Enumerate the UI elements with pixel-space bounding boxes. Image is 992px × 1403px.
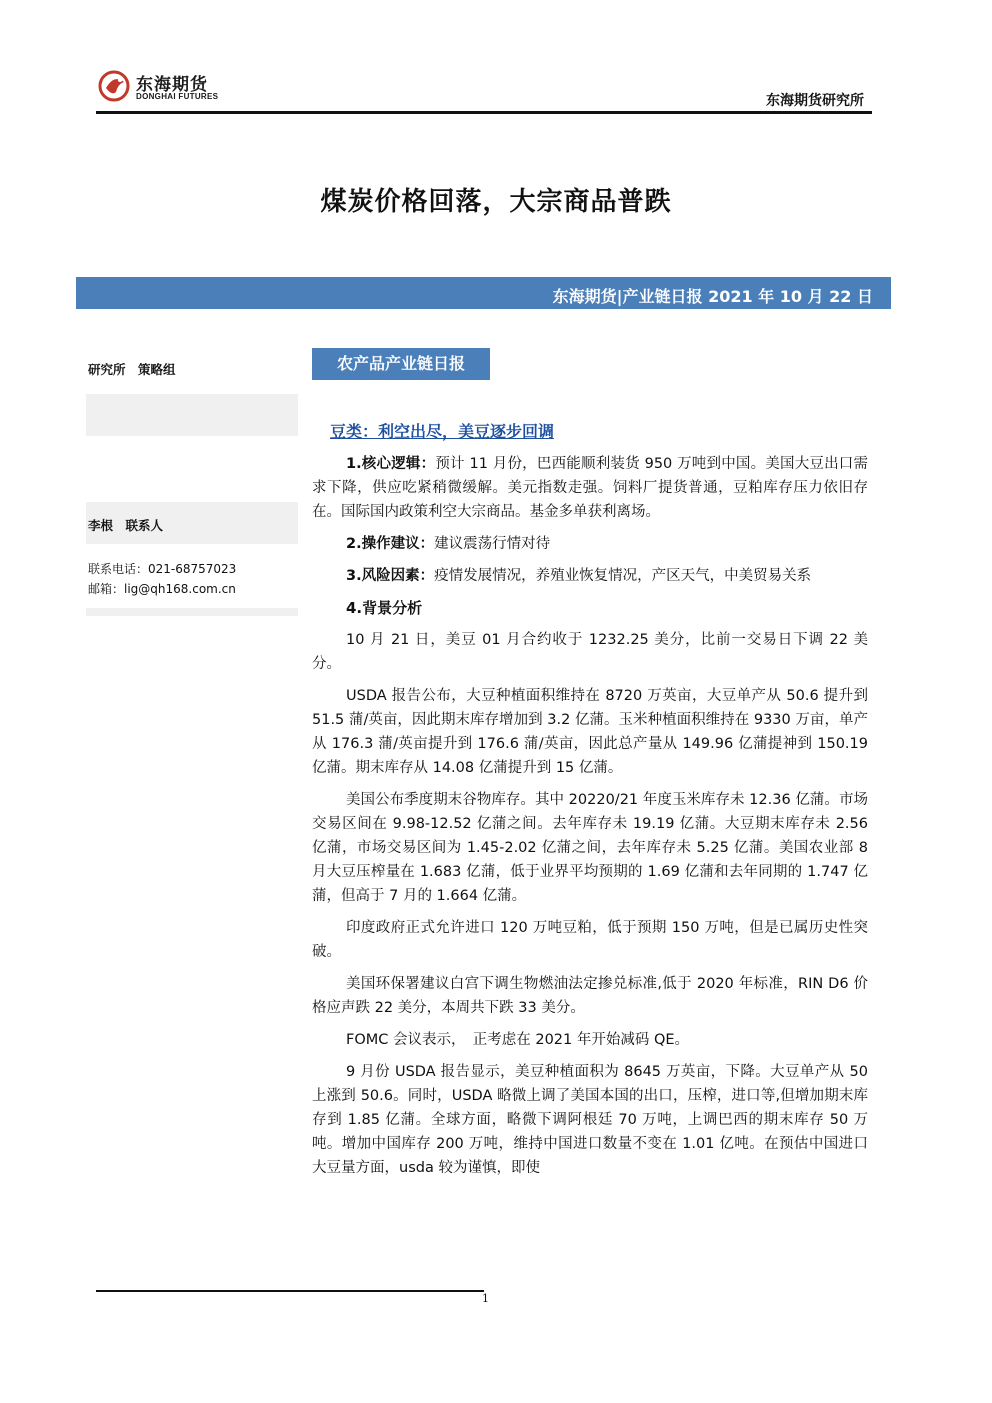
- background-paragraph: 10 月 21 日，美豆 01 月合约收于 1232.25 美分，比前一交易日下调 22 美分。: [312, 632, 868, 672]
- background-paragraph: 美国环保署建议白宫下调生物燃油法定掺兑标准,低于 2020 年标准，RIN D6 价格应声跌 22 美分，本周共下跌 33 美分。: [312, 976, 868, 1016]
- core-logic-label: 1.核心逻辑：: [346, 456, 436, 472]
- section-tag: 农产品产业链日报: [312, 348, 490, 380]
- report-banner: [76, 277, 891, 309]
- advice-text: 建议震荡行情对待: [434, 536, 551, 552]
- header-divider: [96, 111, 872, 114]
- risk-text: 疫情发展情况，养殖业恢复情况，产区天气，中美贸易关系: [434, 568, 812, 584]
- background-paragraph: 9 月份 USDA 报告显示，美豆种植面积为 8645 万英亩，下降。大豆单产从 50 上涨到 50.6。同时，USDA 略微上调了美国本国的出口，压榨，进口等,但增加期末库存到 1.85 亿蒲。全球方面，略微下调阿根廷 70 万吨，上调巴西的期末库存 50 万吨。增加中国库存 200 万吨，维持中国进口数量不变在 1.01 亿吨。在预估中国进口大豆量方面，usda 较为谨慎，即使: [312, 1064, 868, 1176]
- contact-email: 邮箱：lig@qh168.com.cn: [88, 582, 236, 596]
- sidebar-divider: [86, 608, 298, 616]
- document-title: 煤炭价格回落，大宗商品普跌: [320, 187, 672, 217]
- logo-english-text: DONGHAI FUTURES: [136, 92, 219, 101]
- research-institute-name: 东海期货研究所: [766, 93, 864, 109]
- report-date-label: 东海期货|产业链日报 2021 年 10 月 22 日: [552, 287, 873, 306]
- core-logic-text: 预计 11 月份，巴西能顺利装货 950 万吨到中国。美国大豆出口需求下降，供应吃紧稍微缓解。美元指数走强。饲料厂提货普通，豆粕库存压力依旧存在。国际国内政策利空大宗商品。基金多单获利离场。: [312, 456, 868, 520]
- core-logic-paragraph: [312, 452, 868, 524]
- team-label: 研究所 策略组: [88, 362, 176, 377]
- page-number: 1: [482, 1292, 489, 1305]
- risk-label: 3.风险因素：: [346, 568, 435, 584]
- background-paragraph: 美国公布季度期末谷物库存。其中 20220/21 年度玉米库存未 12.36 亿蒲。市场交易区间在 9.98-12.52 亿蒲之间。去年库存未 19.19 亿蒲。大豆期末库存未 2.56 亿蒲，市场交易区间为 1.45-2.02 亿蒲之间，去年库存未 5.25 亿蒲。美国农业部 8 月大豆压榨量在 1.683 亿蒲，低于业界平均预期的 1.69 亿蒲和去年同期的 1.747 亿蒲，但高于 7 月的 1.664 亿蒲。: [312, 792, 868, 904]
- advice-label: 2.操作建议：: [346, 536, 435, 552]
- contact-phone: 联系电话：021-68757023: [88, 562, 237, 576]
- background-paragraph: 印度政府正式允许进口 120 万吨豆粕，低于预期 150 万吨，但是已属历史性突破。: [312, 920, 868, 960]
- article-body: [312, 420, 868, 1188]
- background-paragraph: FOMC 会议表示， 正考虑在 2021 年开始减码 QE。: [346, 1032, 690, 1048]
- footer-divider: [96, 1290, 484, 1292]
- risk-paragraph: [312, 564, 868, 588]
- logo-chinese-text: 东海期货: [136, 75, 208, 95]
- sidebar-shaded-block: [86, 394, 298, 436]
- dragon-logo-icon: [96, 66, 136, 106]
- background-heading: 4.背景分析: [346, 599, 423, 617]
- advice-paragraph: [312, 532, 868, 556]
- background-paragraph: USDA 报告公布，大豆种植面积维持在 8720 万英亩，大豆单产从 50.6 提升到 51.5 蒲/英亩，因此期末库存增加到 3.2 亿蒲。玉米种植面积维持在 9330 万亩，单产从 176.3 蒲/英亩提升到 176.6 蒲/英亩，因此总产量从 149.96 亿蒲提神到 150.19 亿蒲。期末库存从 14.08 亿蒲提升到 15 亿蒲。: [312, 688, 868, 776]
- article-subheading: 豆类：利空出尽，美豆逐步回调: [330, 422, 555, 441]
- contact-name: 李根 联系人: [88, 518, 164, 533]
- company-logo: [96, 66, 236, 110]
